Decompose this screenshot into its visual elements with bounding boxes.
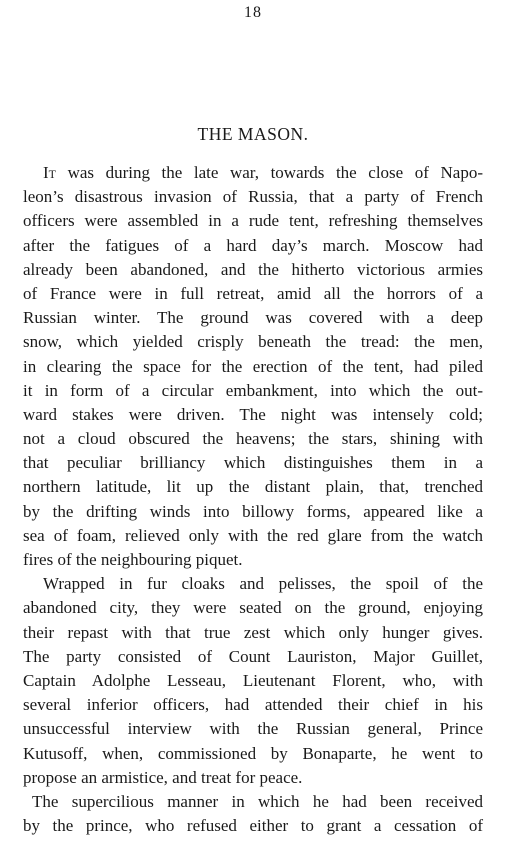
text-line: not a cloud obscured the heavens; the stars, shining with	[23, 429, 483, 449]
text-line: by the prince, who refused either to grant a cessation of	[23, 816, 483, 836]
page-number: 18	[244, 4, 262, 21]
text-line: their repast with that true zest which only hunger gives.	[23, 622, 483, 642]
text-line: northern latitude, lit up the distant plain, that, trenched	[23, 477, 483, 497]
text-line: Kutusoff, when, commissioned by Bonaparte, he went to	[23, 743, 483, 763]
text-line: Captain Adolphe Lesseau, Lieutenant Florent, who, with	[23, 670, 483, 690]
text-line: Russian winter. The ground was covered with a deep	[23, 308, 483, 328]
text-line: it in form of a circular embankment, into which the out-	[23, 380, 483, 400]
text-line: The supercilious manner in which he had been received	[32, 791, 483, 811]
text-line: unsuccessful interview with the Russian general, Prince	[23, 719, 483, 739]
text-line: leon’s disastrous invasion of Russia, that a party of French	[23, 187, 483, 207]
text-line: of France were in full retreat, amid all the horrors of a	[23, 283, 483, 303]
text-line: snow, which yielded crisply beneath the tread: the men,	[23, 332, 483, 352]
text-line: officers were assembled in a rude tent, refreshing themselves	[23, 211, 483, 231]
text-line: It was during the late war, towards the close of Napo-	[43, 163, 483, 182]
text-line: in clearing the space for the erection of the tent, had piled	[23, 356, 483, 376]
text-line: Wrapped in fur cloaks and pelisses, the spoil of the	[43, 574, 483, 594]
text-line: that peculiar brilliancy which distinguishes them in a	[23, 453, 483, 473]
text-line: propose an armistice, and treat for peace.	[23, 767, 303, 787]
text-line: several inferior officers, had attended their chief in his	[23, 695, 483, 715]
text-line: after the fatigues of a hard day’s march. Moscow had	[23, 235, 483, 255]
body-text	[23, 161, 483, 838]
text-line: already been abandoned, and the hitherto victorious armies	[23, 259, 483, 279]
text-line: The party consisted of Count Lauriston, Major Guillet,	[23, 646, 483, 666]
text-line: fires of the neighbouring piquet.	[23, 550, 243, 569]
drop-word: It	[43, 163, 56, 182]
text-line: ward stakes were driven. The night was intensely cold;	[23, 404, 483, 424]
text-line: by the drifting winds into billowy forms, appeared like a	[23, 501, 483, 521]
chapter-title: THE MASON.	[197, 124, 309, 144]
text-line: sea of foam, relieved only with the red glare from the watch	[23, 525, 483, 545]
text-line: abandoned city, they were seated on the ground, enjoying	[23, 598, 483, 618]
